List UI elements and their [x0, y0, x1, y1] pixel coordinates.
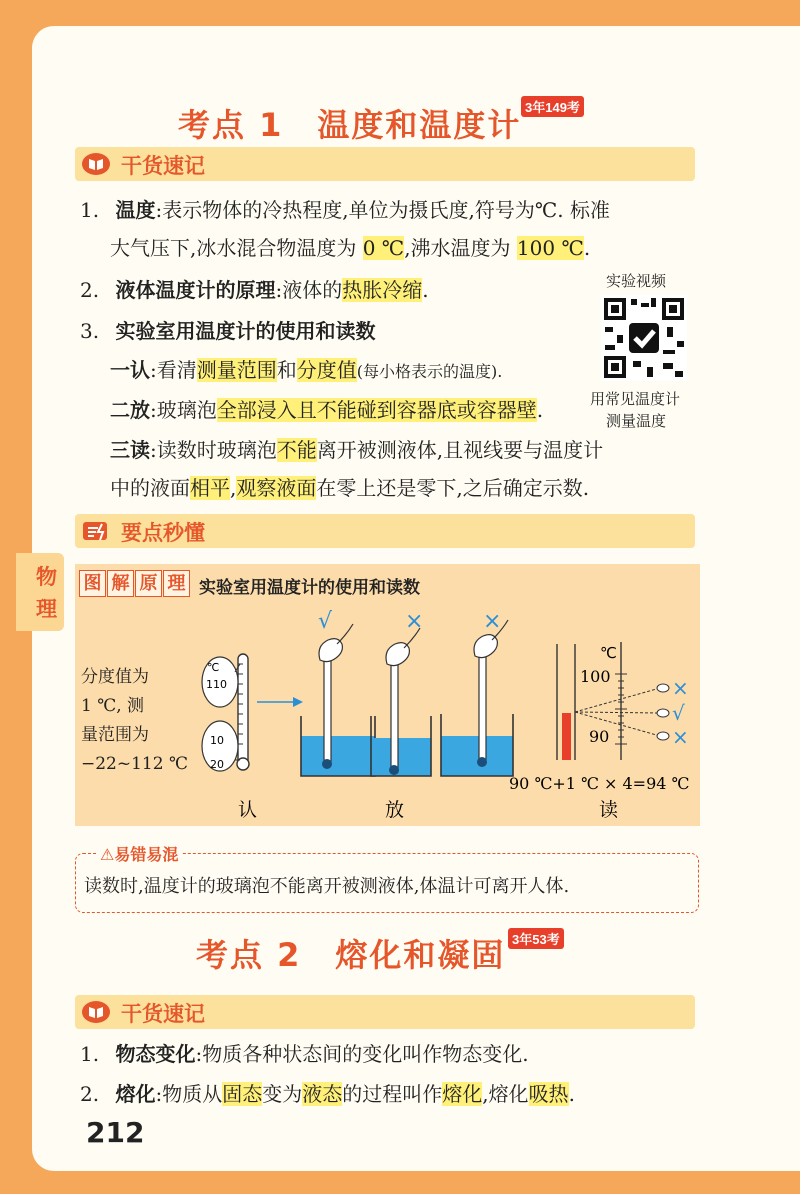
- beaker-correct: [301, 624, 375, 776]
- s2-item2-d: ,熔化: [482, 1082, 529, 1106]
- s2-item1-text: :物质各种状态间的变化叫作物态变化.: [195, 1042, 529, 1066]
- fig-tag-3: 原: [135, 570, 162, 597]
- step1-c: (每小格表示的温度).: [356, 362, 503, 381]
- dry-goods-label-2: 干货速记: [121, 1002, 205, 1026]
- step3-l2-h2: 观察液面: [236, 476, 317, 500]
- beaker-wrong-1: [371, 628, 431, 776]
- step1-h2: 分度值: [296, 358, 357, 382]
- fig-tag-4: 理: [163, 570, 190, 597]
- s2-item2-h3: 熔化: [442, 1082, 483, 1106]
- item2-b: .: [422, 278, 429, 302]
- dry-goods-banner-2: [75, 995, 695, 1029]
- fig-tag-2: 解: [107, 570, 134, 597]
- qr-bottom-label-1: 用常见温度计: [590, 390, 681, 408]
- step2-h: 全部浸入且不能碰到容器底或容器壁: [216, 398, 537, 422]
- step2-b: .: [536, 398, 544, 422]
- reading-mark-1: ×: [672, 676, 689, 700]
- item1-line1: [80, 196, 610, 224]
- reading-unit: ℃: [600, 644, 617, 662]
- label-place: 放: [385, 799, 405, 821]
- step1-term: 一认: [110, 358, 150, 382]
- item2-a: :液体的: [275, 278, 343, 302]
- fig-tag-1: 图: [79, 570, 106, 597]
- item1-num: 1.: [80, 198, 100, 222]
- section2-badge: 3年53考: [508, 928, 564, 949]
- mark-correct: √: [318, 609, 333, 634]
- item2-h: 热胀冷缩: [342, 278, 423, 302]
- mark-wrong-2: ×: [483, 609, 502, 634]
- key-points-banner: [75, 514, 695, 548]
- mark-wrong-1: ×: [405, 609, 424, 634]
- item1-term: 温度: [115, 198, 156, 222]
- fig-caption: 实验室用温度计的使用和读数: [199, 578, 420, 598]
- scale-label-110: 110: [206, 678, 227, 691]
- fig-left-line-4: −22~112 ℃: [81, 754, 188, 774]
- scale-label-10: 10: [210, 734, 224, 747]
- label-identify: 认: [238, 799, 258, 821]
- s2-item2-h2: 液态: [302, 1082, 343, 1106]
- item3-term: 实验室用温度计的使用和读数: [115, 319, 376, 343]
- scale-label-20: 20: [210, 758, 224, 771]
- item2-line: [80, 276, 429, 304]
- section2-title: 考点 2 熔化和凝固: [196, 936, 506, 974]
- key-points-label: 要点秒懂: [121, 521, 205, 545]
- warning-header: [96, 842, 182, 865]
- beaker-wrong-2: [441, 620, 513, 776]
- step3-l2-c: 在零上还是零下,之后确定示数.: [316, 476, 590, 500]
- reading-mark-2: √: [672, 701, 685, 725]
- reading-tick-90: 90: [589, 727, 610, 746]
- s2-item1-line: [80, 1040, 529, 1068]
- lightning-book-icon: [80, 518, 112, 544]
- s2-item2-a: :物质从: [155, 1082, 223, 1106]
- s2-item2-h4: 吸热: [528, 1082, 569, 1106]
- item1-l2-h2: 100 ℃: [516, 236, 584, 260]
- item1-l2-b: ,沸水温度为: [404, 236, 517, 260]
- item2-num: 2.: [80, 278, 100, 302]
- fig-left-line-3: 量范围为: [81, 725, 149, 745]
- s2-item2-term: 熔化: [115, 1082, 156, 1106]
- s2-item2-h1: 固态: [222, 1082, 263, 1106]
- s2-item2-b: 变为: [262, 1082, 303, 1106]
- s2-item1-num: 1.: [80, 1042, 100, 1066]
- s2-item2-line: [80, 1080, 575, 1108]
- reading-thermometer: [557, 642, 689, 760]
- notebook-icon-2: [80, 999, 112, 1025]
- item1-l2-h1: 0 ℃: [362, 236, 405, 260]
- s2-item2-num: 2.: [80, 1082, 100, 1106]
- s2-item2-c: 的过程叫作: [342, 1082, 443, 1106]
- fig-left-line-1: 分度值为: [81, 667, 149, 687]
- identify-thermometer: [202, 654, 249, 771]
- step3-l2-h1: 相平: [190, 476, 230, 500]
- side-tab-char-2: 理: [36, 597, 57, 621]
- step3-l2-b: ,: [230, 476, 237, 500]
- step3-term: 三读: [110, 438, 150, 462]
- reading-tick-100: 100: [580, 667, 611, 686]
- step2-line: [110, 396, 543, 424]
- page-number: 212: [86, 1116, 145, 1149]
- diagram-panel: [75, 564, 700, 826]
- item3-line: [80, 317, 375, 345]
- warning-title: 易错易混: [114, 845, 179, 864]
- section1-title: 考点 1 温度和温度计: [178, 106, 522, 144]
- step1-line: [110, 356, 502, 386]
- dry-goods-banner: [75, 147, 695, 181]
- reading-formula: 90 ℃+1 ℃ × 4=94 ℃: [509, 774, 690, 793]
- section1-badge: 3年149考: [521, 96, 584, 117]
- qr-top-label: 实验视频: [606, 272, 667, 290]
- step1-h1: 测量范围: [196, 358, 277, 382]
- item1-l2-a: 大气压下,冰水混合物温度为: [110, 236, 363, 260]
- step3-h: 不能: [276, 438, 317, 462]
- s2-item2-e: .: [568, 1082, 575, 1106]
- thermometer-diagram: [75, 564, 700, 826]
- step1-b: 和: [276, 358, 297, 382]
- warning-box: [75, 845, 699, 913]
- item3-num: 3.: [80, 319, 100, 343]
- side-tab-char-1: 物: [36, 565, 57, 589]
- fig-left-line-2: 1 ℃, 测: [81, 696, 145, 716]
- qr-bottom-label-2: 测量温度: [606, 412, 667, 430]
- step3-line2: [110, 474, 589, 502]
- warning-text: 读数时,温度计的玻璃泡不能离开被测液体,体温计可离开人体.: [84, 876, 570, 897]
- notebook-icon: [80, 151, 112, 177]
- flow-arrow-head: [293, 697, 303, 707]
- item1-l2-c: .: [583, 236, 591, 260]
- scale-label-unit: ℃: [207, 661, 220, 674]
- step2-term: 二放: [110, 398, 150, 422]
- qr-code-icon[interactable]: [601, 295, 687, 381]
- dry-goods-label: 干货速记: [121, 154, 205, 178]
- step1-a: :看清: [150, 358, 197, 382]
- item1-text: :表示物体的冷热程度,单位为摄氏度,符号为℃. 标准: [155, 198, 610, 222]
- warning-icon: ⚠: [100, 845, 115, 864]
- item1-line2: [110, 234, 590, 262]
- s2-item1-term: 物态变化: [115, 1042, 196, 1066]
- item2-term: 液体温度计的原理: [115, 278, 276, 302]
- reading-mark-3: ×: [672, 725, 689, 749]
- subject-side-tab[interactable]: [16, 553, 64, 631]
- step3-l2-a: 中的液面: [110, 476, 190, 500]
- step3-a: :读数时玻璃泡: [150, 438, 277, 462]
- step3-b: 离开被测液体,且视线要与温度计: [316, 438, 604, 462]
- step3-line1: [110, 436, 603, 464]
- label-read: 读: [599, 799, 619, 821]
- step2-a: :玻璃泡: [150, 398, 217, 422]
